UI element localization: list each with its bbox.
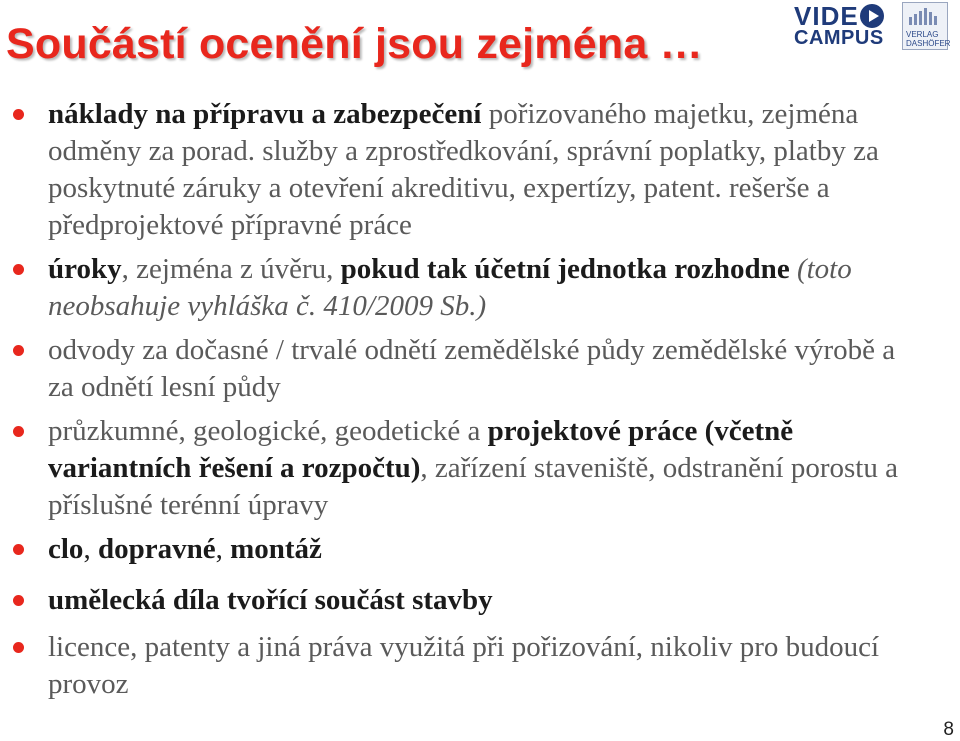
list-item (0, 531, 928, 568)
page-number: 8 (943, 719, 954, 740)
item-text: licence, patenty a jiná práva využitá při pořizování, nikoliv pro budoucí provoz (48, 631, 880, 700)
videocampus-logo (794, 3, 890, 51)
play-icon (860, 4, 884, 28)
item-bold-text: náklady na přípravu a zabezpečení (48, 98, 482, 130)
bullet-icon (13, 642, 24, 653)
item-bold-text: clo (48, 533, 84, 565)
list-item (0, 251, 928, 325)
item-text: průzkumné, geologické, geodetické a (48, 415, 488, 447)
verlag-logo-text-top: VERLAG (906, 30, 939, 39)
videocampus-logo-text-top: VIDE (794, 1, 859, 31)
list-item (0, 582, 928, 619)
list-item (0, 96, 928, 244)
item-text: , (215, 533, 231, 565)
bullet-icon (13, 109, 24, 120)
bullet-icon (13, 426, 24, 437)
verlag-dashofer-logo (902, 2, 951, 50)
item-text: , (83, 533, 98, 565)
bullet-list (0, 96, 960, 703)
slide-title: Součástí ocenění jsou zejména … (6, 20, 703, 68)
bullet-icon (13, 345, 24, 356)
item-text: pořizovaného majetku, zejména odměny za porad. služby a zprostředkování, správní poplatky, platby za poskytnuté záruky a otevření akreditivu, expertízy, patent. rešerše a předprojektové přípravné práce (48, 98, 879, 241)
item-text: , zejména z úvěru, (121, 253, 341, 285)
list-item (0, 629, 928, 703)
item-bold-text: umělecká díla tvořící součást stavby (48, 584, 493, 616)
item-bold-text: dopravné (97, 533, 216, 565)
list-item (0, 413, 928, 524)
bullet-icon (13, 264, 24, 275)
bullet-icon (13, 595, 24, 606)
verlag-logo-text-bottom: DASHÖFER (906, 39, 951, 48)
item-text: , zařízení staveniště, odstranění porostu a příslušné terénní úpravy (48, 452, 898, 521)
list-item (0, 332, 928, 406)
bars-graphic (907, 7, 941, 25)
videocampus-logo-text-bottom: CAMPUS (794, 27, 884, 49)
item-note: (toto neobsahuje vyhláška č. 410/2009 Sb.) (48, 253, 852, 322)
item-bold-text: úroky (48, 253, 122, 285)
item-bold-text: projektové práce (včetně variantních řešení a rozpočtu) (48, 415, 794, 484)
item-bold-text: montáž (230, 533, 322, 565)
item-text: odvody za dočasné / trvalé odnětí zemědělské půdy zemědělské výrobě a za odnětí lesní půdy (48, 334, 896, 403)
item-bold-text: pokud tak účetní jednotka rozhodne (340, 253, 790, 285)
bullet-icon (13, 544, 24, 555)
